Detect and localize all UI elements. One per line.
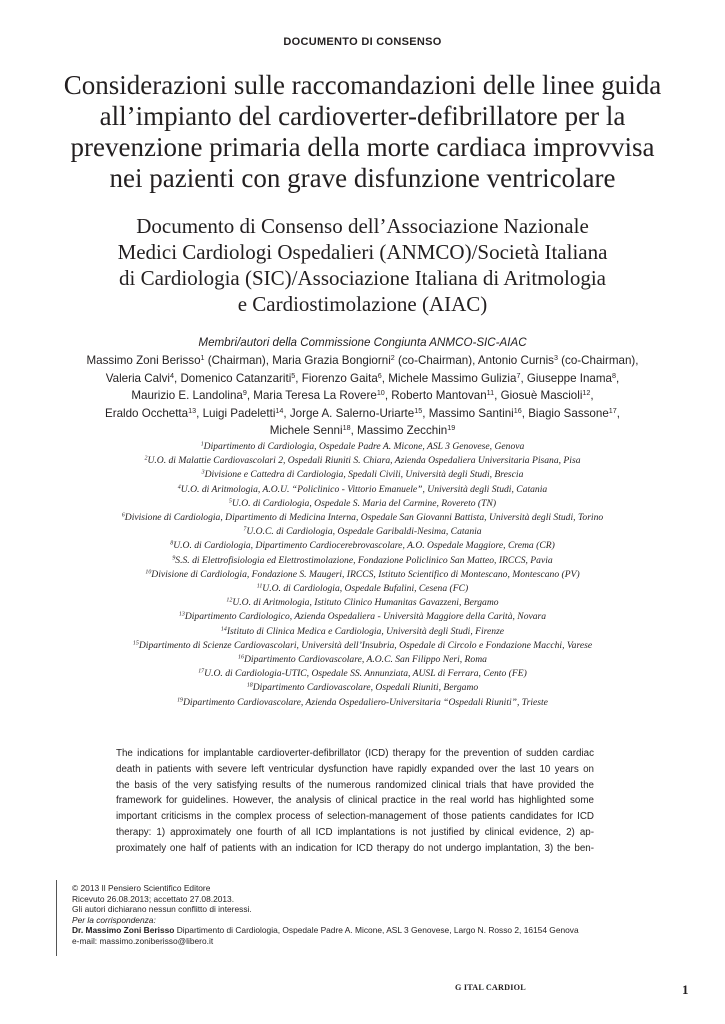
author-affiliation-number: 16 [513,405,522,415]
author-name: Roberto Mantovan [391,389,487,402]
affiliation-item [40,539,685,553]
affiliation-number: 13 [178,612,185,619]
author-name: Michele Massimo Gulizia [388,371,517,385]
affiliation-number: 1 [200,441,204,448]
article-subtitle [60,213,665,317]
author-item [429,407,529,420]
author-separator: , [520,371,527,385]
affiliation-text: U.O. di Cardiologia, Ospedale S. Maria del Carmine, Rovereto (TN) [231,497,497,509]
author-item [501,389,594,402]
author-name: Domenico Catanzariti [180,371,292,385]
abstract-line: proximately one half of patients with an indication for ICD therapy do not undergo implantation, 3) the ben- [116,842,594,854]
subtitle-line: Documento di Consenso dell’Associazione Nazionale [136,214,589,238]
author-item [290,407,429,420]
author-affiliation-number: 6 [377,370,382,380]
affiliation-item [40,582,685,596]
author-item [528,407,620,420]
affiliation-item [40,696,685,710]
abstract-line: The indications for implantable cardioverter-defibrillator (ICD) therapy for the prevention of sudden cardiac [116,748,594,759]
affiliation-text: Dipartimento Cardiovascolare, Ospedali Riuniti, Bergamo [252,682,479,694]
author-separator: , [616,406,621,420]
affiliation-number: 5 [228,498,232,505]
author-item [357,424,455,437]
author-list [40,352,685,440]
author-name: Antonio Curnis [477,354,554,367]
affiliation-item [40,454,685,468]
author-name: Fiorenzo Gaita [301,371,378,385]
author-item [106,372,181,385]
author-separator: , [590,389,594,402]
correspondence-address [72,925,632,936]
affiliation-number: 19 [177,697,183,704]
author-name: Massimo Zoni Berisso [86,354,201,367]
author-separator: , [494,389,501,402]
correspondence-name: Dr. Massimo Zoni Berisso [72,925,175,936]
author-item [388,372,527,385]
affiliation-number: 16 [238,654,244,661]
abstract-line: framework for guidelines. However, the analysis of clinical practice in the real world has highlighted some [116,795,594,807]
affiliation-number: 9 [172,555,176,562]
author-separator: , [173,371,181,385]
author-role: (co-Chairman) [557,354,636,367]
affiliation-item [40,497,685,511]
affiliation-item [40,468,685,482]
author-separator: , [521,406,529,420]
author-affiliation-number: 3 [553,353,558,363]
author-item [180,372,301,385]
author-item [270,424,357,437]
author-item [105,407,203,420]
author-separator: , [196,406,203,420]
affiliation-item [40,625,685,639]
author-affiliation-number: 2 [390,353,395,363]
author-item [527,372,619,385]
author-affiliation-number: 14 [275,405,284,415]
affiliation-number: 10 [145,569,152,576]
affiliation-text: S.S. di Elettrofisiologia ed Elettrostimolazione, Fondazione Policlinico San Matteo, IRCCS, Pavia [175,554,553,566]
author-separator: , [350,424,358,437]
affiliation-item [40,511,685,525]
affiliation-text: U.O. di Aritmologia, A.O.U. “Policlinico - Vittorio Emanuele”, Università degli Studi, Catania [180,483,548,495]
author-name: Valeria Calvi [105,371,170,385]
affiliation-text: Dipartimento di Cardiologia, Ospedale Padre A. Micone, ASL 3 Genovese, Genova [203,441,525,452]
author-affiliation-number: 19 [447,423,456,433]
author-affiliation-number: 8 [611,370,616,380]
author-affiliation-number: 13 [188,405,197,415]
affiliation-text: Divisione e Cattedra di Cardiologia, Spedali Civili, Università degli Studi, Brescia [204,469,524,481]
conflict-statement: Gli autori dichiarano nessun conflitto di interessi. [72,904,252,915]
author-name: Luigi Padeletti [202,406,276,420]
affiliation-text: Divisione di Cardiologia, Fondazione S. Maugeri, IRCCS, Istituto Scientifico di Montescano, Montescano (PV) [151,568,580,580]
title-line: Considerazioni sulle raccomandazioni delle linee guida [63,70,662,100]
affiliation-number: 4 [177,484,181,491]
author-item [253,389,391,402]
author-item [87,354,273,367]
author-separator: , [265,354,273,367]
subtitle-line: Medici Cardiologi Ospedalieri (ANMCO)/Società Italiana [117,240,608,264]
affiliation-number: 3 [201,470,205,477]
affiliation-item [40,554,685,568]
abstract-line: the basis of the very satisfying results of the numerous randomized clinical trials that have provided the [116,779,594,791]
affiliation-number: 8 [170,541,174,548]
author-affiliation-number: 17 [608,405,617,415]
author-role: (Chairman) [204,354,266,367]
author-affiliation-number: 4 [169,370,174,380]
author-affiliation-number: 9 [242,388,247,398]
affiliation-number: 11 [256,583,263,590]
affiliation-text: Dipartimento Cardiovascolare, A.O.C. San Filippo Neri, Roma [243,654,487,666]
author-name: Massimo Zecchin [357,424,448,437]
author-name: Maurizio E. Landolina [131,389,243,402]
author-item [131,389,253,402]
affiliation-number: 17 [198,668,205,675]
affiliation-item [40,525,685,539]
affiliation-text: Dipartimento di Scienze Cardiovascolari, Università dell’Insubria, Ospedale di Circolo e Fondazione Macchi, Varese [138,639,593,651]
author-item [478,354,639,367]
affiliation-text: U.O. di Cardiologia, Ospedale Bufalini, Cesena (FC) [262,583,469,595]
author-separator: , [384,389,392,402]
correspondence-label: Per la corrispondenza: [72,914,156,925]
affiliation-text: Istituto di Clinica Medica e Cardiologia, Università degli Studi, Firenze [226,625,505,637]
author-affiliation-number: 15 [414,405,423,415]
footer-notes [72,883,632,947]
affiliation-item [40,483,685,497]
author-name: Massimo Santini [428,406,514,420]
author-separator: , [615,371,620,385]
affiliation-text: Dipartimento Cardiologico, Azienda Ospedaliera - Università Maggiore della Carità, Novara [184,611,547,623]
affiliation-number: 2 [144,455,148,462]
author-affiliation-number: 18 [342,423,351,433]
author-name: Eraldo Occhetta [104,406,189,420]
received-dates: Ricevuto 26.08.2013; accettato 27.08.2013. [72,893,235,904]
affiliation-number: 12 [226,597,233,604]
author-item [203,407,290,420]
author-name: Jorge A. Salerno-Uriarte [289,406,415,420]
author-item [272,354,478,367]
affiliation-text: Dipartimento Cardiovascolare, Azienda Ospedaliero-Universitaria “Ospedali Riuniti”, Trieste [183,696,548,708]
affiliation-number: 7 [243,526,247,533]
page-number: 1 [682,982,689,997]
author-separator: , [283,406,290,420]
title-line: nei pazienti con grave disfunzione ventricolare [109,163,616,193]
affiliation-text: U.O.C. di Cardiologia, Ospedale Garibaldi-Nesima, Catania [246,526,482,538]
affiliation-item [40,667,685,681]
article-title [40,70,685,194]
correspondence-email[interactable]: e-mail: massimo.zoniberisso@libero.it [72,935,214,946]
affiliation-number: 18 [246,683,253,690]
footer-divider [56,880,57,956]
author-separator: , [635,354,639,367]
affiliation-item [40,568,685,582]
committee-label: Membri/autori della Commissione Congiunta ANMCO-SIC-AIAC [198,336,527,349]
author-item [302,372,389,385]
affiliation-text: U.O. di Malattie Cardiovascolari 2, Ospedali Riuniti S. Chiara, Azienda Ospedaliera Universitaria Pisana, Pisa [147,455,581,467]
affiliation-item [40,610,685,624]
affiliation-number: 6 [121,512,125,519]
author-affiliation-number: 11 [486,388,495,398]
author-name: Maria Grazia Bongiorni [272,354,391,367]
author-role: (co-Chairman) [394,354,473,367]
abstract [116,746,594,857]
copyright-text: © 2013 Il Pensiero Scientifico Editore [72,883,211,893]
affiliation-item [40,596,685,610]
affiliation-list [40,440,685,710]
author-affiliation-number: 1 [200,353,205,363]
subtitle-line: e Cardiostimolazione (AIAC) [237,292,488,316]
author-affiliation-number: 7 [516,370,521,380]
abstract-line: important criticisms in the complex process of selection-management of those patients candidates for ICD [116,811,594,823]
title-line: prevenzione primaria della morte cardiaca improvvisa [70,132,655,162]
author-name: Giosuè Mascioli [500,389,583,402]
affiliation-number: 14 [220,626,227,633]
affiliation-text: U.O. di Cardiologia, Dipartimento Cardiocerebrovascolare, A.O. Ospedale Maggiore, Crema (CR) [173,540,555,552]
affiliation-item [40,681,685,695]
affiliation-text: U.O. di Cardiologia-UTIC, Ospedale SS. Annunziata, AUSL di Ferrara, Cento (FE) [204,668,527,680]
abstract-line: death in patients with severe left ventricular dysfunction have rapidly expanded over the last 10 years on [116,763,594,775]
author-item [391,389,500,402]
author-separator: , [381,371,389,385]
author-separator: , [246,389,254,402]
author-name: Biagio Sassone [528,406,609,420]
affiliation-text: Divisione di Cardiologia, Dipartimento di Medicina Interna, Ospedale San Giovanni Battista, Università degli Studi, Torino [124,512,604,524]
title-line: all’impianto del cardioverter-defibrillatore per la [99,101,626,131]
section-label: DOCUMENTO DI CONSENSO [283,36,442,48]
journal-name: G ITAL CARDIOL [455,983,526,992]
affiliation-item [40,653,685,667]
affiliation-number: 15 [132,640,139,647]
affiliation-item [40,440,685,454]
author-affiliation-number: 5 [291,370,296,380]
author-separator: , [422,406,429,420]
affiliation-text: U.O. di Aritmologia, Istituto Clinico Humanitas Gavazzeni, Bergamo [232,597,499,609]
author-separator: , [295,371,302,385]
author-name: Maria Teresa La Rovere [253,389,377,402]
subtitle-line: di Cardiologia (SIC)/Associazione Italiana di Aritmologia [119,266,606,290]
author-affiliation-number: 12 [582,388,591,398]
correspondence-address-text: Dipartimento di Cardiologia, Ospedale Padre A. Micone, ASL 3 Genovese, Largo N. Rosso 2, 16154 Genova [174,925,579,936]
author-name: Michele Senni [269,424,343,437]
affiliation-item [40,639,685,653]
author-affiliation-number: 10 [376,388,385,398]
author-name: Giuseppe Inama [526,371,612,385]
author-separator: , [472,354,478,367]
abstract-line: therapy: 1) approximately one fourth of all ICD implantations is not justified by clinical evidence, 2) ap- [116,826,594,838]
